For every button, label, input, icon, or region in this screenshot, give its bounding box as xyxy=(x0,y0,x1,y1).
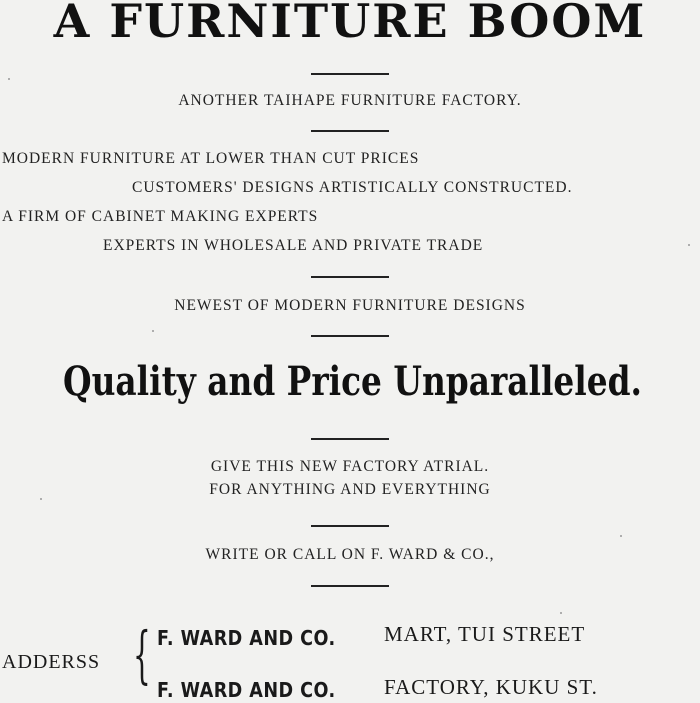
address-label: ADDERSS xyxy=(2,651,101,673)
address-place: MART, TUI STREET xyxy=(384,622,586,646)
divider xyxy=(311,73,389,75)
headline: A FURNITURE BOOM xyxy=(53,0,647,48)
print-speck xyxy=(560,612,562,614)
invite-line: GIVE THIS NEW FACTORY ATRIAL. xyxy=(210,458,490,475)
divider xyxy=(311,438,389,440)
claim-line: EXPERTS IN WHOLESALE AND PRIVATE TRADE xyxy=(103,237,484,254)
claim-line: A FIRM OF CABINET MAKING EXPERTS xyxy=(2,208,319,225)
brace-icon: { xyxy=(133,618,151,691)
subheading: ANOTHER TAIHAPE FURNITURE FACTORY. xyxy=(178,92,522,109)
print-speck xyxy=(620,535,622,537)
address-firm: F. WARD AND CO. xyxy=(157,626,336,650)
print-speck xyxy=(688,244,690,246)
print-speck xyxy=(152,330,154,332)
divider xyxy=(311,525,389,527)
claim-line: MODERN FURNITURE AT LOWER THAN CUT PRICES xyxy=(2,150,420,167)
invite-line: FOR ANYTHING AND EVERYTHING xyxy=(209,481,491,498)
designs-line: NEWEST OF MODERN FURNITURE DESIGNS xyxy=(174,297,526,314)
contact-line: WRITE OR CALL ON F. WARD & CO., xyxy=(205,546,495,563)
print-speck xyxy=(40,498,42,500)
divider xyxy=(311,130,389,132)
slogan: Quality and Price Unparalleled. xyxy=(63,358,642,405)
divider xyxy=(311,335,389,337)
print-speck xyxy=(8,78,10,80)
address-place: FACTORY, KUKU ST. xyxy=(384,675,598,699)
divider xyxy=(311,276,389,278)
divider xyxy=(311,585,389,587)
claim-line: CUSTOMERS' DESIGNS ARTISTICALLY CONSTRUCTED. xyxy=(132,179,573,196)
address-firm: F. WARD AND CO. xyxy=(157,678,336,702)
